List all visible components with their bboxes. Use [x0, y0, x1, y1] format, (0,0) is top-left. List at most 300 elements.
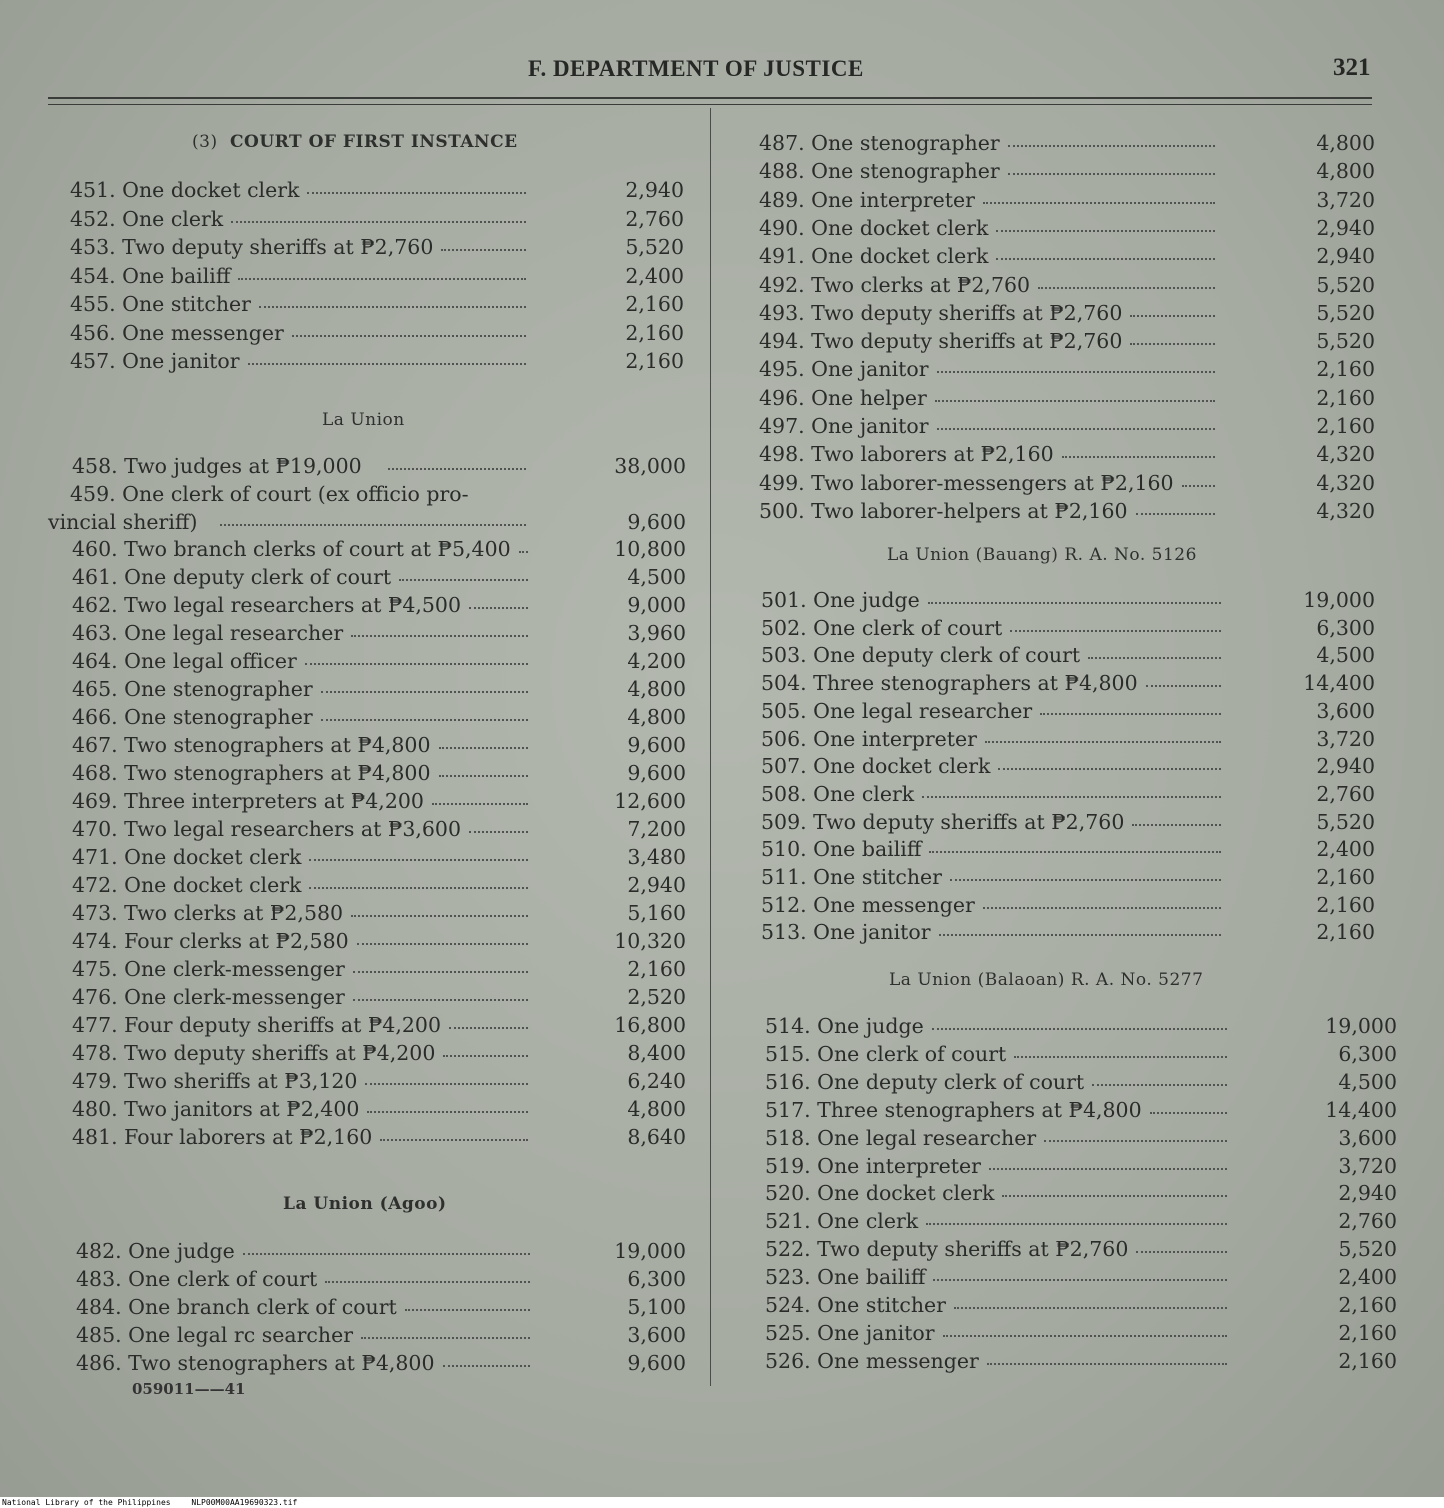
item-amount: 2,160 — [625, 349, 684, 373]
list-item-522 — [711, 1235, 1431, 1263]
leader-dots — [1044, 1134, 1227, 1142]
item-amount: 2,400 — [1338, 1265, 1397, 1290]
item-amount: 3,480 — [627, 845, 686, 869]
leader-dots — [1002, 1189, 1227, 1197]
header-rule-bottom — [48, 104, 1372, 105]
item-amount: 9,000 — [627, 593, 686, 617]
leader-dots — [1008, 167, 1215, 175]
item-amount: 6,240 — [627, 1069, 686, 1093]
item-amount: 2,160 — [627, 957, 686, 981]
item-label: 467. Two stenographers at ₱4,800 — [72, 733, 431, 757]
item-amount: 2,400 — [1316, 837, 1375, 862]
leader-dots — [441, 243, 526, 251]
leader-dots — [1014, 1050, 1227, 1058]
list-item-460 — [0, 535, 720, 563]
leader-dots — [996, 224, 1215, 232]
item-label: 485. One legal rc searcher — [76, 1323, 354, 1347]
list-item-491 — [711, 242, 1431, 270]
leader-dots — [259, 300, 526, 308]
list-item-467 — [0, 731, 720, 759]
item-amount: 4,500 — [1316, 643, 1375, 668]
list-item-513 — [711, 918, 1431, 946]
item-label: 453. Two deputy sheriffs at ₱2,760 — [70, 235, 434, 259]
list-item-473 — [0, 899, 720, 927]
list-item-462 — [0, 591, 720, 619]
item-label: 514. One judge — [765, 1014, 924, 1038]
item-label: 456. One messenger — [70, 320, 284, 345]
leader-dots — [950, 873, 1221, 881]
list-item-461 — [0, 563, 720, 591]
item-amount: 5,520 — [1316, 809, 1375, 834]
list-item-495 — [711, 355, 1431, 383]
leader-dots — [309, 853, 528, 861]
list-item-468 — [0, 759, 720, 787]
section-heading: (3) COURT OF FIRST INSTANCE — [192, 132, 518, 152]
list-item-466 — [0, 703, 720, 731]
item-label: 482. One judge — [76, 1239, 235, 1263]
item-label: 480. Two janitors at ₱2,400 — [72, 1097, 360, 1121]
list-item-456 — [0, 319, 720, 347]
leader-dots — [928, 596, 1221, 604]
leader-dots — [469, 825, 528, 833]
list-item-499 — [711, 469, 1431, 497]
item-amount: 2,160 — [1316, 414, 1375, 438]
item-amount: 2,940 — [1316, 754, 1375, 779]
item-label: 488. One stenographer — [759, 159, 1000, 184]
list-item-469 — [0, 787, 720, 815]
leader-dots — [432, 797, 528, 805]
item-amount: 2,160 — [1338, 1348, 1397, 1373]
list-item-484 — [0, 1293, 720, 1321]
item-label: 509. Two deputy sheriffs at ₱2,760 — [761, 809, 1125, 834]
list-item-489 — [711, 186, 1431, 214]
item-label: 492. Two clerks at ₱2,760 — [759, 272, 1031, 297]
item-label: 472. One docket clerk — [72, 873, 302, 897]
la-union-heading: La Union — [322, 410, 405, 430]
item-label: 518. One legal researcher — [765, 1125, 1037, 1150]
item-amount: 2,760 — [1316, 781, 1375, 806]
item-amount: 5,160 — [627, 901, 686, 925]
leader-dots — [321, 713, 528, 721]
item-label: 499. Two laborer-messengers at ₱2,160 — [759, 470, 1174, 495]
item-label: 466. One stenographer — [72, 705, 313, 729]
list-item-475 — [0, 955, 720, 983]
item-amount: 2,160 — [1338, 1293, 1397, 1317]
item-label: 501. One judge — [761, 588, 920, 612]
leader-dots — [983, 901, 1221, 909]
list-item-520 — [711, 1179, 1431, 1207]
item-label: 491. One docket clerk — [759, 244, 989, 269]
item-amount: 4,320 — [1316, 470, 1375, 495]
item-amount: 2,160 — [1316, 385, 1375, 410]
item-label: 481. Four laborers at ₱2,160 — [72, 1125, 373, 1149]
item-amount: 6,300 — [1316, 615, 1375, 640]
item-amount: 4,800 — [627, 705, 686, 729]
list-item-506 — [711, 725, 1431, 753]
list-item-480 — [0, 1095, 720, 1123]
item-label: 526. One messenger — [765, 1348, 979, 1373]
item-amount: 2,400 — [625, 263, 684, 288]
list-item-498 — [711, 440, 1431, 468]
list-item-487 — [711, 129, 1431, 157]
list-item-492 — [711, 271, 1431, 299]
scan-footer — [0, 1497, 1444, 1508]
item-amount: 9,600 — [627, 733, 686, 757]
item-amount: 2,160 — [1316, 357, 1375, 382]
item-label: 473. Two clerks at ₱2,580 — [72, 901, 344, 925]
list-item-503 — [711, 641, 1431, 669]
item-amount: 2,940 — [1338, 1181, 1397, 1206]
item-label: 475. One clerk-messenger — [72, 957, 345, 981]
agoo-heading: La Union (Agoo) — [283, 1194, 447, 1214]
scan-library: National Library of the Philippines — [2, 1498, 171, 1507]
list-item-482 — [0, 1237, 720, 1265]
item-amount: 10,320 — [614, 929, 686, 953]
item-amount: 2,940 — [1316, 244, 1375, 269]
item-label: 508. One clerk — [761, 781, 915, 806]
list-item-497 — [711, 412, 1431, 440]
list-item-517 — [711, 1096, 1431, 1124]
list-item-523 — [711, 1263, 1431, 1291]
item-label: 493. Two deputy sheriffs at ₱2,760 — [759, 300, 1123, 325]
leader-dots — [1010, 624, 1221, 632]
list-item-451 — [0, 176, 720, 204]
leader-dots — [325, 1275, 530, 1283]
item-label: 487. One stenographer — [759, 131, 1000, 155]
leader-dots — [1136, 1245, 1227, 1253]
leader-dots — [380, 1133, 528, 1141]
item-label: 486. Two stenographers at ₱4,800 — [76, 1351, 435, 1375]
leader-dots — [1130, 309, 1215, 317]
list-item-452 — [0, 205, 720, 233]
item-amount: 2,940 — [625, 178, 684, 202]
item-label: 451. One docket clerk — [70, 178, 300, 202]
item-amount: 5,520 — [1316, 272, 1375, 297]
item-label: 516. One deputy clerk of court — [765, 1069, 1085, 1094]
list-item-511 — [711, 863, 1431, 891]
item-label: 463. One legal researcher — [72, 621, 344, 645]
list-item-477 — [0, 1011, 720, 1039]
leader-dots — [439, 741, 528, 749]
list-item-471 — [0, 843, 720, 871]
leader-dots — [443, 1359, 530, 1367]
list-item-485 — [0, 1321, 720, 1349]
item-label: 524. One stitcher — [765, 1293, 946, 1317]
item-amount: 5,100 — [627, 1295, 686, 1319]
leader-dots — [351, 629, 528, 637]
item-amount: 12,600 — [614, 789, 686, 813]
list-item-509 — [711, 808, 1431, 836]
list-item-457 — [0, 347, 720, 375]
leader-dots — [1008, 139, 1215, 147]
item-label: 515. One clerk of court — [765, 1041, 1007, 1066]
list-item-500 — [711, 497, 1431, 525]
item-label: 476. One clerk-messenger — [72, 985, 345, 1009]
item-label: 483. One clerk of court — [76, 1267, 318, 1291]
leader-dots — [1038, 281, 1215, 289]
leader-dots — [357, 937, 528, 945]
list-item-463 — [0, 619, 720, 647]
item-amount: 3,720 — [1338, 1153, 1397, 1178]
leader-dots — [231, 215, 526, 223]
leader-dots — [1150, 1106, 1227, 1114]
list-item-514 — [711, 1012, 1431, 1040]
list-item-459-cont: vincial sheriff) 9,600 — [48, 510, 686, 534]
item-amount: 2,160 — [1316, 865, 1375, 889]
leader-dots — [926, 1217, 1227, 1225]
item-label: 474. Four clerks at ₱2,580 — [72, 929, 349, 953]
item-amount: 2,160 — [1316, 920, 1375, 945]
item-label: 513. One janitor — [761, 920, 931, 945]
item-label: 500. Two laborer-helpers at ₱2,160 — [759, 498, 1128, 523]
item-label: 523. One bailiff — [765, 1265, 926, 1290]
item-amount: 4,800 — [1316, 159, 1375, 184]
item-amount: 4,800 — [627, 677, 686, 701]
list-item-459: 459. One clerk of court (ex officio pro- — [70, 482, 469, 506]
leader-dots — [939, 928, 1221, 936]
item-amount: 9,600 — [627, 761, 686, 785]
item-label: 503. One deputy clerk of court — [761, 643, 1081, 668]
leader-dots — [1146, 679, 1221, 687]
leader-dots — [996, 252, 1215, 260]
list-item-476 — [0, 983, 720, 1011]
leader-dots — [353, 993, 528, 1001]
print-code: 059011——41 — [132, 1380, 246, 1398]
leader-dots — [935, 394, 1215, 402]
item-label: 512. One messenger — [761, 892, 975, 917]
list-item-481 — [0, 1123, 720, 1151]
item-amount: 3,720 — [1316, 187, 1375, 212]
item-label: 517. Three stenographers at ₱4,800 — [765, 1097, 1142, 1122]
leader-dots — [1040, 707, 1221, 715]
item-amount: 5,520 — [1316, 329, 1375, 354]
page-header — [0, 52, 1444, 88]
leader-dots — [1136, 507, 1215, 515]
balaoan-heading: La Union (Balaoan) R. A. No. 5277 — [889, 970, 1204, 990]
list-item-507 — [711, 752, 1431, 780]
item-label: 510. One bailiff — [761, 837, 922, 862]
leader-dots — [933, 1273, 1227, 1281]
page-number: 321 — [1333, 54, 1371, 81]
leader-dots — [305, 657, 528, 665]
item-label: 521. One clerk — [765, 1209, 919, 1234]
item-label: 490. One docket clerk — [759, 215, 989, 240]
list-item-519 — [711, 1152, 1431, 1180]
leader-dots — [353, 965, 528, 973]
leader-dots — [1092, 1078, 1227, 1086]
list-item-488 — [711, 157, 1431, 185]
leader-dots — [399, 573, 528, 581]
leader-dots — [351, 909, 528, 917]
list-item-455 — [0, 290, 720, 318]
leader-dots — [248, 357, 526, 365]
item-label: 455. One stitcher — [70, 292, 251, 316]
leader-dots — [1132, 818, 1221, 826]
leader-dots — [1130, 337, 1215, 345]
leader-dots — [943, 1329, 1227, 1337]
leader-dots — [469, 601, 528, 609]
item-amount: 3,720 — [1316, 726, 1375, 751]
item-amount: 2,520 — [627, 985, 686, 1009]
item-label: 495. One janitor — [759, 357, 929, 382]
leader-dots — [929, 845, 1221, 853]
leader-dots — [367, 1105, 528, 1113]
item-label: 505. One legal researcher — [761, 698, 1033, 723]
header-rule-top — [48, 97, 1372, 99]
item-amount: 2,940 — [627, 873, 686, 897]
list-item-490 — [711, 214, 1431, 242]
list-item-458: 458. Two judges at ₱19,000 38,000 — [72, 454, 686, 478]
item-amount: 3,600 — [1338, 1125, 1397, 1150]
item-amount: 2,940 — [1316, 215, 1375, 240]
list-item-470 — [0, 815, 720, 843]
list-item-512 — [711, 891, 1431, 919]
item-label: 506. One interpreter — [761, 726, 977, 751]
leader-dots — [932, 1022, 1227, 1030]
list-item-521 — [711, 1207, 1431, 1235]
item-amount: 2,160 — [625, 292, 684, 316]
item-label: 469. Three interpreters at ₱4,200 — [72, 789, 424, 813]
leader-dots — [443, 1049, 528, 1057]
leader-dots — [439, 769, 528, 777]
item-label: 470. Two legal researchers at ₱3,600 — [72, 817, 462, 841]
item-amount: 19,000 — [1325, 1014, 1397, 1038]
leader-dots — [983, 196, 1215, 204]
leader-dots — [1088, 651, 1221, 659]
list-item-454 — [0, 262, 720, 290]
item-amount: 2,760 — [625, 206, 684, 231]
item-amount: 3,960 — [627, 621, 686, 645]
list-item-515 — [711, 1040, 1431, 1068]
item-amount: 2,160 — [1316, 892, 1375, 917]
item-amount: 5,520 — [1316, 300, 1375, 325]
item-label: 520. One docket clerk — [765, 1181, 995, 1206]
item-label: 498. Two laborers at ₱2,160 — [759, 442, 1054, 467]
list-item-510 — [711, 835, 1431, 863]
list-item-486 — [0, 1349, 720, 1377]
item-amount: 4,500 — [1338, 1069, 1397, 1094]
item-label: 457. One janitor — [70, 349, 240, 373]
item-label: 478. Two deputy sheriffs at ₱4,200 — [72, 1041, 436, 1065]
leader-dots — [238, 272, 526, 280]
item-amount: 5,520 — [1338, 1237, 1397, 1262]
item-amount: 14,400 — [1325, 1097, 1397, 1122]
list-item-496 — [711, 384, 1431, 412]
list-item-504 — [711, 669, 1431, 697]
list-item-524 — [711, 1291, 1431, 1319]
list-item-526 — [711, 1347, 1431, 1375]
item-amount: 16,800 — [614, 1013, 686, 1037]
list-item-493 — [711, 299, 1431, 327]
item-label: 460. Two branch clerks of court at ₱5,400 — [72, 537, 511, 561]
list-item-464 — [0, 647, 720, 675]
item-label: 479. Two sheriffs at ₱3,120 — [72, 1069, 358, 1093]
item-amount: 2,160 — [1338, 1320, 1397, 1345]
item-label: 464. One legal officer — [72, 649, 297, 673]
item-label: 461. One deputy clerk of court — [72, 565, 392, 589]
list-item-478 — [0, 1039, 720, 1067]
item-amount: 4,500 — [627, 565, 686, 589]
list-item-501 — [711, 586, 1431, 614]
leader-dots — [937, 422, 1215, 430]
leader-dots — [309, 881, 528, 889]
item-amount: 2,160 — [625, 320, 684, 345]
item-label: 484. One branch clerk of court — [76, 1295, 397, 1319]
leader-dots — [937, 365, 1215, 373]
leader-dots — [1182, 479, 1215, 487]
item-label: 454. One bailiff — [70, 263, 231, 288]
item-label: 502. One clerk of court — [761, 615, 1003, 640]
item-amount: 3,600 — [627, 1323, 686, 1347]
leader-dots — [922, 790, 1221, 798]
item-amount: 4,320 — [1316, 498, 1375, 523]
item-amount: 5,520 — [625, 235, 684, 259]
item-amount: 4,200 — [627, 649, 686, 673]
list-item-474 — [0, 927, 720, 955]
item-amount: 6,300 — [627, 1267, 686, 1291]
leader-dots — [365, 1077, 528, 1085]
list-item-525 — [711, 1319, 1431, 1347]
leader-dots — [998, 762, 1221, 770]
item-label: 519. One interpreter — [765, 1153, 981, 1178]
list-item-465 — [0, 675, 720, 703]
item-label: 452. One clerk — [70, 206, 224, 231]
list-item-453 — [0, 233, 720, 261]
item-label: 497. One janitor — [759, 414, 929, 438]
item-amount: 3,600 — [1316, 698, 1375, 723]
list-item-505 — [711, 697, 1431, 725]
list-item-518 — [711, 1124, 1431, 1152]
leader-dots — [243, 1247, 530, 1255]
list-item-494 — [711, 327, 1431, 355]
leader-dots — [519, 545, 528, 553]
leader-dots — [321, 685, 528, 693]
leader-dots — [985, 735, 1221, 743]
page-title: F. DEPARTMENT OF JUSTICE — [528, 56, 864, 81]
item-label: 471. One docket clerk — [72, 845, 302, 869]
item-amount: 8,640 — [627, 1125, 686, 1149]
list-item-472 — [0, 871, 720, 899]
item-label: 489. One interpreter — [759, 187, 975, 212]
item-label: 511. One stitcher — [761, 865, 942, 889]
item-amount: 4,800 — [627, 1097, 686, 1121]
item-amount: 2,760 — [1338, 1209, 1397, 1234]
leader-dots — [954, 1301, 1227, 1309]
item-amount: 7,200 — [627, 817, 686, 841]
item-label: 504. Three stenographers at ₱4,800 — [761, 671, 1138, 696]
list-item-483 — [0, 1265, 720, 1293]
list-item-508 — [711, 780, 1431, 808]
item-label: 507. One docket clerk — [761, 754, 991, 779]
item-amount: 9,600 — [627, 1351, 686, 1375]
leader-dots — [987, 1357, 1227, 1365]
item-label: 477. Four deputy sheriffs at ₱4,200 — [72, 1013, 441, 1037]
item-amount: 19,000 — [1303, 588, 1375, 612]
bauang-heading: La Union (Bauang) R. A. No. 5126 — [887, 545, 1197, 565]
list-item-502 — [711, 614, 1431, 642]
item-amount: 4,320 — [1316, 442, 1375, 467]
item-amount: 19,000 — [614, 1239, 686, 1263]
item-label: 525. One janitor — [765, 1320, 935, 1345]
list-item-479 — [0, 1067, 720, 1095]
item-amount: 8,400 — [627, 1041, 686, 1065]
item-amount: 4,800 — [1316, 131, 1375, 155]
leader-dots — [1062, 450, 1215, 458]
item-label: 522. Two deputy sheriffs at ₱2,760 — [765, 1237, 1129, 1262]
item-amount: 10,800 — [614, 537, 686, 561]
item-label: 496. One helper — [759, 385, 927, 410]
item-label: 462. Two legal researchers at ₱4,500 — [72, 593, 462, 617]
